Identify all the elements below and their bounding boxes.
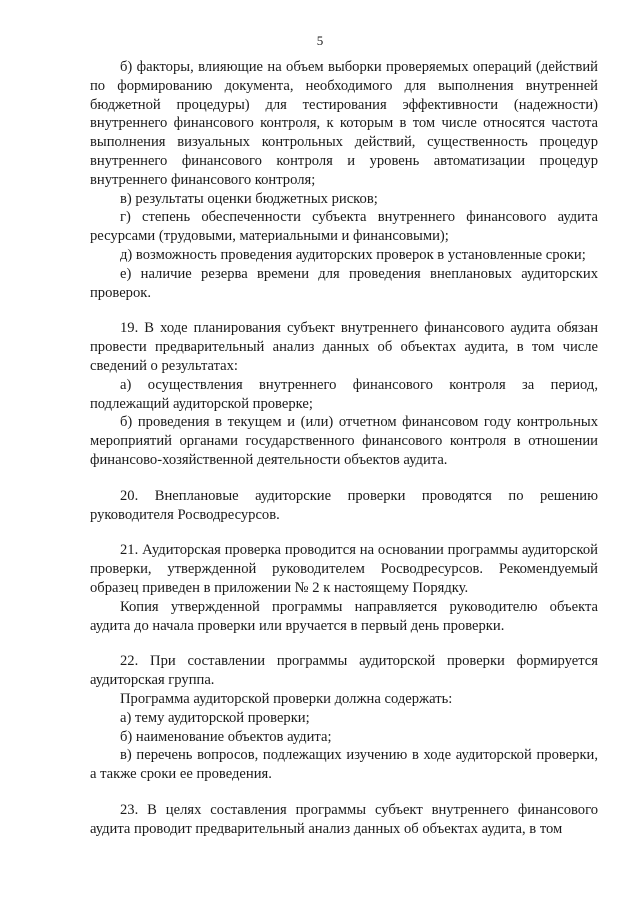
paragraph-19b: б) проведения в текущем и (или) отчетном финансовом году контрольных мероприятий органами государственного финансового контроля в отношении финансово-хозяйственной деятельности объектов аудита. — [90, 414, 598, 468]
paragraph-22: 22. При составлении программы аудиторской проверки формируется аудиторская группа. — [90, 653, 598, 689]
paragraph-23: 23. В целях составления программы субъект внутреннего финансового аудита проводит предварительный анализ данных об объектах аудита, в том — [90, 801, 598, 837]
paragraph-21: 21. Аудиторская проверка проводится на основании программы аудиторской проверки, утвержденной руководителем Росводресурсов. Рекомендуемый образец приведен в приложении № 2 к настоящему Порядку. — [90, 542, 598, 596]
paragraph-21-copy: Копия утвержденной программы направляется руководителю объекта аудита до начала проверки или вручается в первый день проверки. — [90, 598, 598, 634]
document-body — [90, 58, 598, 838]
section-gap — [90, 635, 598, 652]
section-gap — [90, 302, 598, 319]
paragraph-22-program: Программа аудиторской проверки должна содержать: — [120, 690, 453, 707]
paragraph-factors-sample: б) факторы, влияющие на объем выборки проверяемых операций (действий по формированию документа, необходимого для выполнения внутренней бюджетной процедуры) для тестирования эффективности (надежности) внутреннего финансового контроля, к которым в том числе относятся частота выполнения визуальных контрольных действий, существенность процедур внутреннего финансового контроля и уровень автоматизации процедур внутреннего финансового контроля; — [90, 59, 598, 188]
paragraph-19: 19. В ходе планирования субъект внутреннего финансового аудита обязан провести предварительный анализ данных об объектах аудита, в том числе сведений о результатах: — [90, 320, 598, 374]
paragraph-resources: г) степень обеспеченности субъекта внутреннего финансового аудита ресурсами (трудовыми, материальными и финансовыми); — [90, 209, 598, 245]
paragraph-reserve-time: е) наличие резерва времени для проведения внеплановых аудиторских проверок. — [90, 265, 598, 301]
page-number: 5 — [316, 33, 324, 48]
section-gap — [90, 784, 598, 801]
paragraph-20: 20. Внеплановые аудиторские проверки проводятся по решению руководителя Росводресурсов. — [90, 487, 598, 523]
paragraph-22b: б) наименование объектов аудита; — [120, 728, 332, 745]
paragraph-19a: а) осуществления внутреннего финансового контроля за период, подлежащий аудиторской проверке; — [90, 376, 598, 412]
section-gap — [90, 524, 598, 541]
section-gap — [90, 470, 598, 487]
paragraph-22a: а) тему аудиторской проверки; — [120, 709, 310, 726]
paragraph-possibility: д) возможность проведения аудиторских проверок в установленные сроки; — [120, 246, 586, 263]
paragraph-budget-risks: в) результаты оценки бюджетных рисков; — [120, 190, 378, 207]
paragraph-22c: в) перечень вопросов, подлежащих изучению в ходе аудиторской проверки, а также сроки ее проведения. — [90, 747, 598, 783]
